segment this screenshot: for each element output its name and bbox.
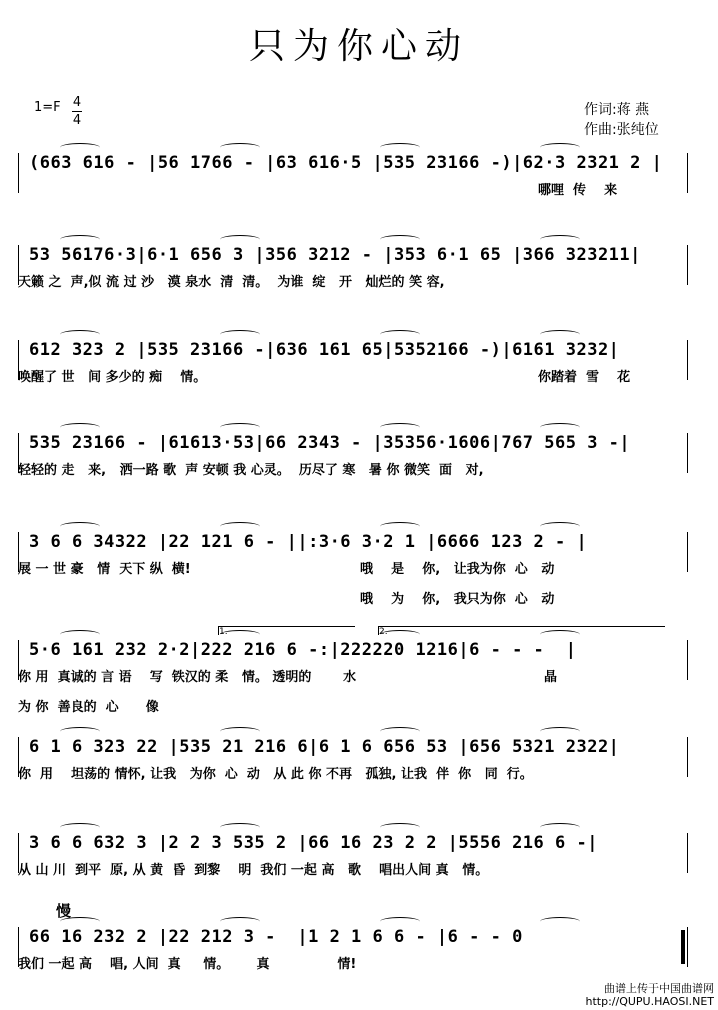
slur-arc: [60, 143, 100, 152]
lyrics-line: 你 用 真诚的 言 语 写 铁汉的 柔 情。 透明的 水: [18, 670, 357, 685]
lyrics-line: 我们 一起 高 唱, 人间 真 情。 真 情!: [18, 957, 357, 972]
slur-arc: [220, 423, 260, 432]
lyrics-line: 展 一 世 豪 情 天下 纵 横!: [18, 562, 191, 577]
slur-arc: [380, 423, 420, 432]
slur-arc: [220, 823, 260, 832]
slur-arc: [540, 330, 580, 339]
notation-line: 3 6 6 34322 |22 121 6 - ||:3·6 3·2 1 |6666 123 2 - |: [29, 532, 588, 552]
volta-second: 2.: [378, 626, 665, 635]
slur-arc: [540, 235, 580, 244]
time-signature-bottom: 4: [72, 113, 82, 128]
lyrics-line: 唤醒了 世 间 多少的 痴 情。: [18, 370, 207, 385]
footer-watermark: [586, 982, 714, 1008]
footer-line2: http://QUPU.HAOSI.NET: [585, 995, 714, 1008]
slur-arc: [60, 330, 100, 339]
notation-line: 3 6 6 632 3 |2 2 3 535 2 |66 16 23 2 2 |5556 216 6 -|: [29, 833, 598, 853]
slur-arc: [380, 917, 420, 926]
credits: [584, 100, 659, 140]
notation-line: 53 56176·3|6·1 656 3 |356 3212 - |353 6·1 65 |366 323211|: [29, 245, 641, 265]
slur-arc: [60, 235, 100, 244]
slur-arc: [220, 235, 260, 244]
slur-arc: [380, 235, 420, 244]
slur-arc: [60, 823, 100, 832]
lyrics-line: 哪哩 传 来: [538, 183, 618, 198]
slur-arc: [220, 330, 260, 339]
slur-arc: [380, 727, 420, 736]
slur-arc: [540, 423, 580, 432]
slur-arc: [540, 522, 580, 531]
lyrics-line: 你踏着 雪 花: [538, 370, 631, 385]
page-title: 只为你心动: [248, 26, 469, 67]
notation-line: (663 616 - |56 1766 - |63 616·5 |535 23166 -)|62·3 2321 2 |: [29, 153, 663, 173]
slur-arc: [380, 522, 420, 531]
tempo-mark: 慢: [56, 902, 72, 920]
slur-arc: [220, 727, 260, 736]
slur-arc: [380, 330, 420, 339]
time-signature: [72, 95, 82, 128]
slur-arc: [380, 143, 420, 152]
lyrics-line: 从 山 川 到平 原, 从 黄 昏 到黎 明 我们 一起 高 歌 唱出人间 真 情。: [18, 863, 489, 878]
slur-arc: [540, 917, 580, 926]
slur-arc: [220, 917, 260, 926]
slur-arc: [220, 143, 260, 152]
key-signature: 1=F: [34, 100, 61, 115]
lyrics-line: 哦 是 你, 让我为你 心 动: [360, 562, 555, 577]
slur-arc: [60, 727, 100, 736]
lyrics-line: 晶: [544, 670, 558, 685]
volta-first: 1.: [218, 626, 355, 635]
notation-line: 612 323 2 |535 23166 -|636 161 65|5352166 -)|6161 3232|: [29, 340, 620, 360]
lyrics-line: 天籁 之 声,似 流 过 沙 漠 泉水 清 清。 为谁 绽 开 灿烂的 笑 容,: [18, 275, 445, 290]
slur-arc: [540, 823, 580, 832]
notation-line: 5·6 161 232 2·2|222 216 6 -:|222220 1216|6 - - - |: [29, 640, 577, 660]
notation-line: 66 16 232 2 |22 212 3 - |1 2 1 6 6 - |6 - - 0: [29, 927, 556, 947]
notation-line: 6 1 6 323 22 |535 21 216 6|6 1 6 656 53 |656 5321 2322|: [29, 737, 620, 757]
slur-arc: [540, 143, 580, 152]
lyrics-line-verse2: 为 你 善良的 心 像: [18, 700, 159, 715]
lyrics-line: 轻轻的 走 来, 洒一路 歌 声 安顿 我 心灵。 历尽了 寒 暑 你 微笑 面 对,: [18, 463, 484, 478]
slur-arc: [220, 522, 260, 531]
slur-arc: [540, 727, 580, 736]
notation-line: 535 23166 - |61613·53|66 2343 - |35356·1606|767 565 3 -|: [29, 433, 631, 453]
composer: 作曲:张纯位: [584, 122, 659, 138]
slur-arc: [60, 630, 100, 639]
slur-arc: [60, 423, 100, 432]
time-signature-top: 4: [72, 95, 82, 110]
slur-arc: [60, 522, 100, 531]
final-barline: [681, 930, 685, 964]
lyrics-line-verse2: 哦 为 你, 我只为你 心 动: [360, 592, 555, 607]
slur-arc: [380, 823, 420, 832]
lyrics-line: 你 用 坦荡的 情怀, 让我 为你 心 动 从 此 你 不再 孤独, 让我 伴 你 同 行。: [18, 767, 533, 782]
footer-line1: 曲谱上传于中国曲谱网: [604, 982, 714, 995]
lyricist: 作词:蒋 燕: [584, 102, 650, 118]
